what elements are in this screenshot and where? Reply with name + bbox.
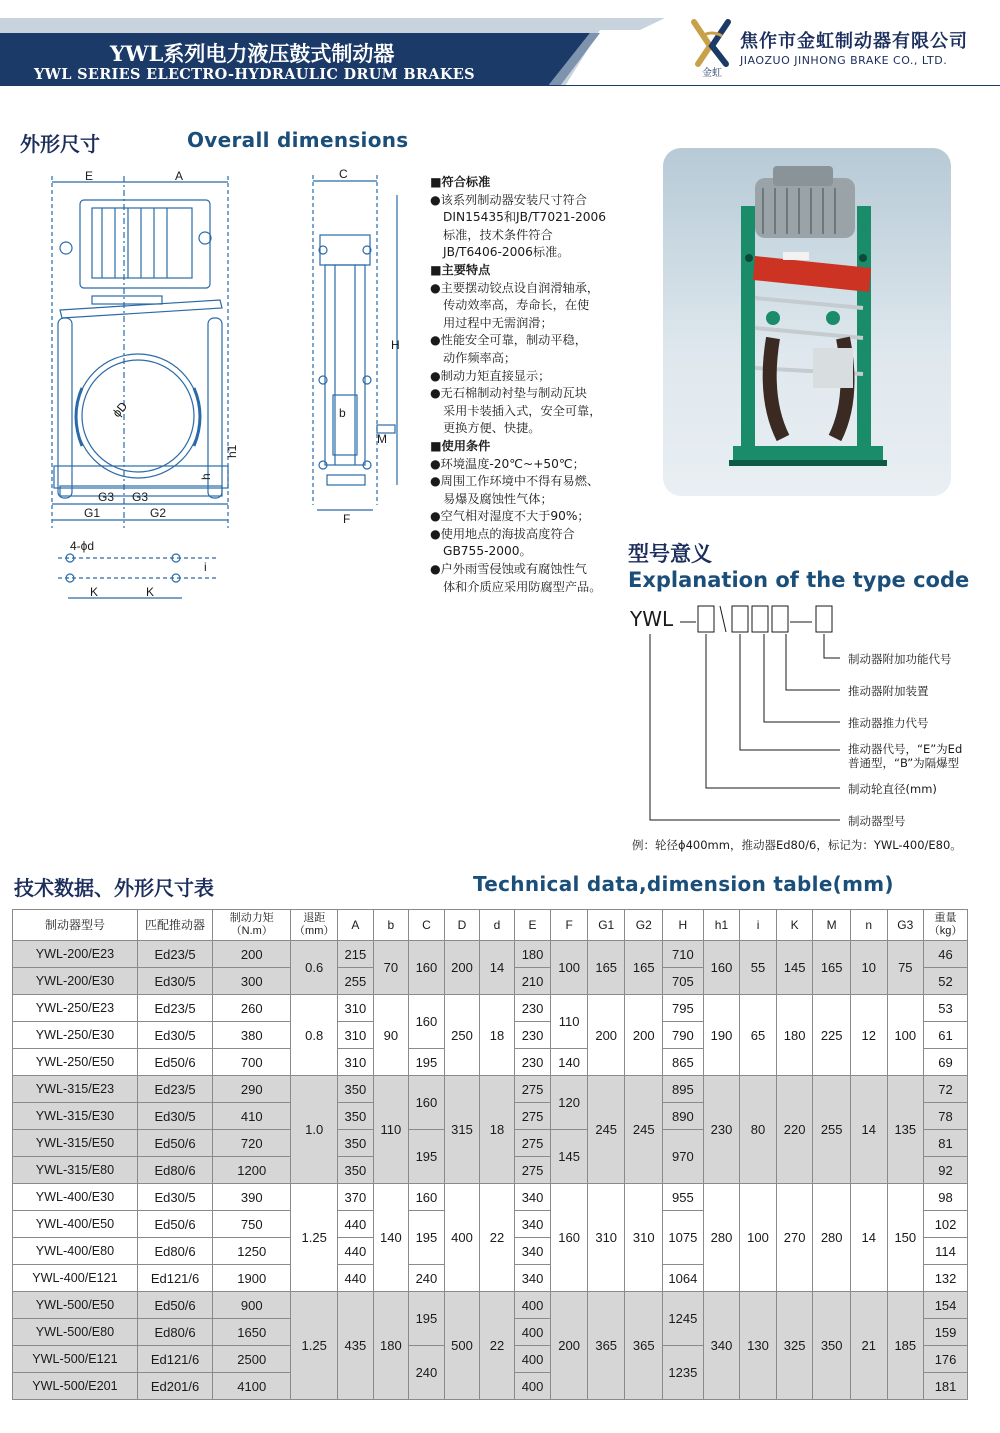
cell-model: YWL-315/E80 [13, 1157, 138, 1184]
dim-M: M [377, 432, 387, 446]
spec-line: ●环境温度-20℃~+50℃； [430, 456, 585, 471]
cell-A: 440 [338, 1211, 374, 1238]
cell-n: 21 [850, 1292, 887, 1400]
cell-E: 275 [514, 1157, 551, 1184]
type-code-prefix: YWL [630, 607, 674, 631]
dim-b: b [339, 406, 346, 420]
dim-holes: 4-ϕd [70, 539, 95, 553]
cell-n: 14 [850, 1076, 887, 1184]
cell-C: 240 [409, 1346, 445, 1400]
cell-G3: 185 [887, 1292, 924, 1400]
cell-K: 270 [776, 1184, 813, 1292]
spec-line: ■使用条件 [430, 438, 491, 453]
cell-A: 310 [338, 1049, 374, 1076]
type-code-title-cn: 型号意义 [628, 542, 712, 566]
product-photo [663, 148, 951, 496]
cell-H: 1235 [663, 1346, 704, 1400]
cell-model: YWL-250/E23 [13, 995, 138, 1022]
col-b: b [373, 910, 409, 941]
cell-torque: 380 [213, 1022, 291, 1049]
cell-model: YWL-315/E23 [13, 1076, 138, 1103]
cell-H: 795 [663, 995, 704, 1022]
cell-model: YWL-400/E121 [13, 1265, 138, 1292]
col-G3: G3 [887, 910, 924, 941]
cell-H: 1245 [663, 1292, 704, 1346]
cell-model: YWL-400/E30 [13, 1184, 138, 1211]
cell-G1: 310 [587, 1184, 625, 1292]
dim-D: ϕD [109, 399, 131, 420]
cell-retreat: 0.8 [291, 995, 338, 1076]
table-row [13, 1076, 968, 1103]
cell-h1: 230 [703, 1076, 740, 1184]
col-H: H [663, 910, 704, 941]
spec-line: ●性能安全可靠，制动平稳， [430, 333, 587, 348]
cell-E: 275 [514, 1076, 551, 1103]
cell-torque: 410 [213, 1103, 291, 1130]
col-G1: G1 [587, 910, 625, 941]
table-row [13, 1184, 968, 1211]
cell-G2: 365 [625, 1292, 663, 1400]
cell-i: 65 [740, 995, 777, 1076]
type-code-label-pusher-code: 推动器代号，“E”为Ed [848, 742, 963, 756]
cell-torque: 1200 [213, 1157, 291, 1184]
dimensions-title-cn: 外形尺寸 [20, 132, 100, 156]
cell-E: 210 [514, 968, 551, 995]
company-name-en: JIAOZUO JINHONG BRAKE CO., LTD. [740, 54, 948, 67]
cell-torque: 390 [213, 1184, 291, 1211]
spec-line: JB/T6406-2006标准。 [443, 245, 570, 260]
cell-G2: 165 [625, 941, 663, 995]
cell-C: 195 [409, 1130, 445, 1184]
cell-retreat: 1.0 [291, 1076, 338, 1184]
cell-model: YWL-200/E23 [13, 941, 138, 968]
cell-weight: 78 [924, 1103, 968, 1130]
cell-pusher: Ed23/5 [137, 941, 212, 968]
cell-torque: 1900 [213, 1265, 291, 1292]
cell-pusher: Ed30/5 [137, 1022, 212, 1049]
spec-line: ■主要特点 [430, 262, 491, 277]
cell-E: 180 [514, 941, 551, 968]
cell-pusher: Ed23/5 [137, 1076, 212, 1103]
cell-pusher: Ed30/5 [137, 1184, 212, 1211]
cell-C: 195 [409, 1211, 445, 1265]
cell-E: 340 [514, 1184, 551, 1211]
cell-weight: 132 [924, 1265, 968, 1292]
cell-pusher: Ed121/6 [137, 1265, 212, 1292]
table-row [13, 941, 968, 968]
spec-line: 采用卡装插入式，安全可靠， [443, 403, 602, 418]
cell-C: 160 [409, 1184, 445, 1211]
dim-G3-left: G3 [98, 490, 115, 504]
cell-E: 275 [514, 1103, 551, 1130]
cell-M: 225 [813, 995, 851, 1076]
cell-A: 350 [338, 1076, 374, 1103]
col-n: n [850, 910, 887, 941]
cell-weight: 176 [924, 1346, 968, 1373]
cell-d: 18 [480, 1076, 515, 1184]
specs-list [430, 174, 630, 596]
col-retreat [291, 910, 338, 941]
type-code-diagram [640, 600, 840, 830]
cell-E: 230 [514, 995, 551, 1022]
technical-data-table [12, 909, 968, 1400]
cell-h1: 340 [703, 1292, 740, 1400]
dim-H: H [391, 338, 400, 352]
cell-weight: 114 [924, 1238, 968, 1265]
cell-weight: 52 [924, 968, 968, 995]
dim-F: F [343, 512, 351, 526]
cell-A: 370 [338, 1184, 374, 1211]
spec-line: DIN15435和JB/T7021-2006 [443, 210, 606, 225]
side-view-drawing [305, 165, 415, 530]
type-code-label-thrust: 推动器推力代号 [848, 716, 929, 730]
type-code-label-model: 制动器型号 [848, 814, 906, 828]
col-model: 制动器型号 [13, 910, 138, 941]
cell-A: 440 [338, 1265, 374, 1292]
cell-model: YWL-400/E50 [13, 1211, 138, 1238]
cell-A: 310 [338, 1022, 374, 1049]
dim-G2: G2 [150, 506, 167, 520]
cell-torque: 300 [213, 968, 291, 995]
cell-retreat: 1.25 [291, 1184, 338, 1292]
cell-weight: 53 [924, 995, 968, 1022]
cell-h1: 190 [703, 995, 740, 1076]
cell-h1: 160 [703, 941, 740, 995]
type-code-label-pusher-type: 普通型，“B”为隔爆型 [848, 756, 960, 770]
cell-M: 280 [813, 1184, 851, 1292]
col-torque [213, 910, 291, 941]
cell-A: 215 [338, 941, 374, 968]
company-name-cn: 焦作市金虹制动器有限公司 [740, 31, 968, 52]
cell-E: 230 [514, 1049, 551, 1076]
dim-C: C [339, 167, 348, 181]
cell-E: 230 [514, 1022, 551, 1049]
spec-line: 体和介质应采用防腐型产品。 [443, 579, 602, 594]
cell-torque: 1250 [213, 1238, 291, 1265]
cell-H: 865 [663, 1049, 704, 1076]
cell-A: 350 [338, 1157, 374, 1184]
dim-G1: G1 [84, 506, 101, 520]
cell-pusher: Ed80/6 [137, 1157, 212, 1184]
cell-weight: 92 [924, 1157, 968, 1184]
spec-line: GB755-2000。 [443, 544, 532, 559]
cell-A: 350 [338, 1130, 374, 1157]
spec-line: ■符合标准 [430, 175, 491, 189]
spec-line: ●制动力矩直接显示； [430, 368, 551, 383]
dim-h: h [199, 473, 213, 480]
cell-torque: 900 [213, 1292, 291, 1319]
cell-torque: 700 [213, 1049, 291, 1076]
col-A: A [338, 910, 374, 941]
cell-H: 970 [663, 1130, 704, 1184]
cell-C: 240 [409, 1265, 445, 1292]
cell-model: YWL-250/E30 [13, 1022, 138, 1049]
cell-G3: 135 [887, 1076, 924, 1184]
cell-E: 400 [514, 1346, 551, 1373]
cell-E: 400 [514, 1319, 551, 1346]
cell-h1: 280 [703, 1184, 740, 1292]
cell-b: 70 [373, 941, 409, 995]
cell-pusher: Ed121/6 [137, 1346, 212, 1373]
cell-F: 120 [551, 1076, 588, 1130]
type-code-example: 例：轮径ϕ400mm，推动器Ed80/6，标记为：YWL-400/E80。 [632, 838, 962, 852]
cell-torque: 200 [213, 941, 291, 968]
header-title-en: YWL SERIES ELECTRO-HYDRAULIC DRUM BRAKES [34, 66, 475, 83]
cell-D: 250 [444, 995, 480, 1076]
spec-line: ●空气相对湿度不大于90%； [430, 509, 590, 524]
spec-line: ●周围工作环境中不得有易燃、 [430, 474, 600, 489]
cell-E: 340 [514, 1211, 551, 1238]
cell-pusher: Ed50/6 [137, 1130, 212, 1157]
cell-E: 400 [514, 1373, 551, 1400]
cell-H: 710 [663, 941, 704, 968]
col-E: E [514, 910, 551, 941]
table-row [13, 995, 968, 1022]
dim-G3-right: G3 [132, 490, 149, 504]
cell-pusher: Ed50/6 [137, 1292, 212, 1319]
company-logo [688, 16, 736, 78]
cell-pusher: Ed201/6 [137, 1373, 212, 1400]
dim-A: A [175, 169, 184, 183]
cell-model: YWL-400/E80 [13, 1238, 138, 1265]
cell-model: YWL-500/E50 [13, 1292, 138, 1319]
cell-pusher: Ed80/6 [137, 1238, 212, 1265]
spec-line: 易爆及腐蚀性气体； [443, 491, 553, 506]
cell-K: 145 [776, 941, 813, 995]
cell-d: 22 [480, 1292, 515, 1400]
cell-E: 275 [514, 1130, 551, 1157]
header-title-cn: YWL系列电力液压鼓式制动器 [110, 41, 395, 66]
col-retreat-line1: 退距 [303, 912, 326, 924]
col-G2: G2 [625, 910, 663, 941]
cell-model: YWL-500/E201 [13, 1373, 138, 1400]
cell-retreat: 0.6 [291, 941, 338, 995]
cell-weight: 72 [924, 1076, 968, 1103]
cell-A: 255 [338, 968, 374, 995]
cell-K: 325 [776, 1292, 813, 1400]
cell-A: 440 [338, 1238, 374, 1265]
cell-G3: 100 [887, 995, 924, 1076]
cell-D: 315 [444, 1076, 480, 1184]
cell-G1: 245 [587, 1076, 625, 1184]
spec-line: ●户外雨雪侵蚀或有腐蚀性气 [430, 562, 587, 577]
cell-i: 55 [740, 941, 777, 995]
cell-E: 340 [514, 1265, 551, 1292]
cell-model: YWL-500/E121 [13, 1346, 138, 1373]
cell-G1: 365 [587, 1292, 625, 1400]
spec-line: ●使用地点的海拔高度符合 [430, 526, 575, 541]
cell-n: 10 [850, 941, 887, 995]
cell-model: YWL-315/E50 [13, 1130, 138, 1157]
cell-F: 145 [551, 1130, 588, 1184]
col-h1: h1 [703, 910, 740, 941]
cell-i: 80 [740, 1076, 777, 1184]
cell-H: 955 [663, 1184, 704, 1211]
cell-pusher: Ed30/5 [137, 968, 212, 995]
cell-A: 310 [338, 995, 374, 1022]
cell-torque: 1650 [213, 1319, 291, 1346]
cell-F: 200 [551, 1292, 588, 1400]
cell-weight: 98 [924, 1184, 968, 1211]
col-torque-line2: （N.m） [230, 925, 273, 937]
table-title-cn: 技术数据、外形尺寸表 [14, 876, 214, 900]
spec-line: 传动效率高，寿命长，在使 [443, 298, 590, 313]
cell-M: 165 [813, 941, 851, 995]
cell-C: 195 [409, 1049, 445, 1076]
cell-C: 160 [409, 995, 445, 1049]
cell-pusher: Ed50/6 [137, 1211, 212, 1238]
base-holes-drawing [48, 536, 223, 606]
cell-G1: 200 [587, 995, 625, 1076]
cell-pusher: Ed30/5 [137, 1103, 212, 1130]
cell-G3: 75 [887, 941, 924, 995]
cell-H: 890 [663, 1103, 704, 1130]
cell-torque: 720 [213, 1130, 291, 1157]
cell-A: 435 [338, 1292, 374, 1400]
cell-pusher: Ed80/6 [137, 1319, 212, 1346]
dim-K-left: K [90, 585, 99, 599]
cell-D: 200 [444, 941, 480, 995]
cell-F: 140 [551, 1049, 588, 1076]
cell-model: YWL-500/E80 [13, 1319, 138, 1346]
cell-weight: 159 [924, 1319, 968, 1346]
type-code-title-en: Explanation of the type code [628, 568, 970, 592]
cell-D: 400 [444, 1184, 480, 1292]
cell-weight: 102 [924, 1211, 968, 1238]
dim-E: E [85, 169, 94, 183]
cell-model: YWL-200/E30 [13, 968, 138, 995]
cell-d: 22 [480, 1184, 515, 1292]
cell-pusher: Ed23/5 [137, 995, 212, 1022]
cell-i: 100 [740, 1184, 777, 1292]
cell-H: 790 [663, 1022, 704, 1049]
col-weight-line2: （kg） [928, 925, 963, 937]
svg-text:金虹: 金虹 [702, 68, 722, 78]
cell-G2: 200 [625, 995, 663, 1076]
cell-b: 110 [373, 1076, 409, 1184]
cell-retreat: 1.25 [291, 1292, 338, 1400]
col-weight [924, 910, 968, 941]
cell-F: 160 [551, 1184, 588, 1292]
cell-H: 895 [663, 1076, 704, 1103]
cell-H: 705 [663, 968, 704, 995]
cell-b: 180 [373, 1292, 409, 1400]
cell-M: 350 [813, 1292, 851, 1400]
cell-E: 400 [514, 1292, 551, 1319]
cell-K: 180 [776, 995, 813, 1076]
cell-model: YWL-315/E30 [13, 1103, 138, 1130]
dim-h1: h1 [225, 444, 239, 458]
spec-line: ●主要摆动铰点设自润滑轴承， [430, 280, 600, 295]
cell-C: 195 [409, 1292, 445, 1346]
cell-b: 90 [373, 995, 409, 1076]
type-code-label-function: 制动器附加功能代号 [848, 652, 952, 666]
cell-i: 130 [740, 1292, 777, 1400]
cell-G2: 245 [625, 1076, 663, 1184]
table-row [13, 1292, 968, 1319]
table-title-en: Technical data,dimension table(mm) [473, 872, 894, 896]
dimensions-title-en: Overall dimensions [187, 128, 409, 152]
col-D: D [444, 910, 480, 941]
col-C: C [409, 910, 445, 941]
cell-d: 14 [480, 941, 515, 995]
cell-M: 255 [813, 1076, 851, 1184]
col-F: F [551, 910, 588, 941]
cell-C: 160 [409, 941, 445, 995]
cell-A: 350 [338, 1103, 374, 1130]
cell-d: 18 [480, 995, 515, 1076]
col-M: M [813, 910, 851, 941]
dim-K-right: K [146, 585, 155, 599]
col-K: K [776, 910, 813, 941]
col-i: i [740, 910, 777, 941]
spec-line: ●该系列制动器安装尺寸符合 [430, 192, 587, 207]
cell-n: 12 [850, 995, 887, 1076]
type-code-label-diameter: 制动轮直径(mm) [848, 782, 937, 796]
spec-line: 标准，技术条件符合 [443, 227, 553, 242]
cell-torque: 4100 [213, 1373, 291, 1400]
cell-torque: 750 [213, 1211, 291, 1238]
cell-weight: 69 [924, 1049, 968, 1076]
cell-H: 1075 [663, 1211, 704, 1265]
cell-K: 220 [776, 1076, 813, 1184]
col-pusher: 匹配推动器 [137, 910, 212, 941]
cell-G3: 150 [887, 1184, 924, 1292]
cell-model: YWL-250/E50 [13, 1049, 138, 1076]
cell-F: 100 [551, 941, 588, 995]
cell-H: 1064 [663, 1265, 704, 1292]
cell-G2: 310 [625, 1184, 663, 1292]
spec-line: ●无石棉制动衬垫与制动瓦块 [430, 386, 587, 401]
cell-weight: 61 [924, 1022, 968, 1049]
cell-D: 500 [444, 1292, 480, 1400]
cell-G1: 165 [587, 941, 625, 995]
dim-i: i [204, 560, 207, 574]
cell-b: 140 [373, 1184, 409, 1292]
cell-weight: 46 [924, 941, 968, 968]
front-view-drawing [40, 168, 265, 530]
col-torque-line1: 制动力矩 [229, 912, 274, 924]
cell-C: 160 [409, 1076, 445, 1130]
cell-weight: 181 [924, 1373, 968, 1400]
type-code-label-pusher-device: 推动器附加装置 [848, 684, 929, 698]
cell-torque: 260 [213, 995, 291, 1022]
table-header-row [13, 910, 968, 941]
spec-line: 动作频率高； [443, 350, 517, 365]
cell-F: 110 [551, 995, 588, 1049]
cell-torque: 290 [213, 1076, 291, 1103]
col-d: d [480, 910, 515, 941]
spec-line: 用过程中无需润滑； [443, 315, 553, 330]
cell-pusher: Ed50/6 [137, 1049, 212, 1076]
cell-torque: 2500 [213, 1346, 291, 1373]
spec-line: 更换方便、快捷。 [443, 421, 541, 436]
col-weight-line1: 重量 [934, 912, 957, 924]
cell-E: 340 [514, 1238, 551, 1265]
cell-weight: 81 [924, 1130, 968, 1157]
cell-n: 14 [850, 1184, 887, 1292]
cell-weight: 154 [924, 1292, 968, 1319]
col-retreat-line2: （mm） [294, 925, 335, 937]
